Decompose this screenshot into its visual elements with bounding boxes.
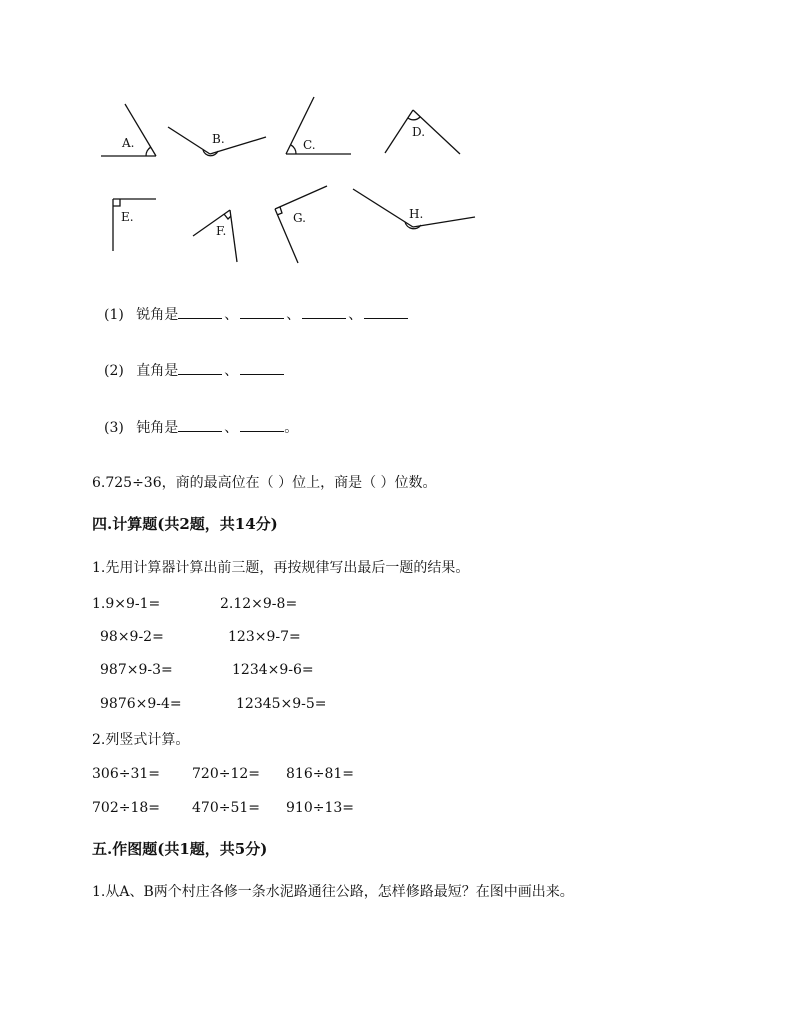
question-text: 钝角是 [136,420,179,436]
question-obtuse [104,417,298,437]
label-e: E. [121,210,134,224]
answer-blank[interactable] [240,417,284,432]
answer-blank[interactable] [178,417,222,432]
calc-right-3: 1234×9-6= [232,662,314,678]
label-d: D. [412,125,426,139]
calc-right-2: 123×9-7= [228,629,301,645]
question-right [104,360,284,380]
section-4-p2-intro: 2.列竖式计算。 [92,732,190,748]
calc-left-3: 987×9-3= [100,662,173,678]
question-acute [104,304,408,324]
section-4-title: 四.计算题(共2题，共14分) [92,515,278,533]
division-1-3: 816÷81= [286,766,354,782]
question-number: (2) [104,363,124,379]
calc-right-4: 12345×9-5= [236,696,327,712]
label-f: F. [216,224,227,238]
angle-c [286,97,351,154]
angle-f [193,210,237,262]
label-g: G. [293,211,306,225]
section-5-title: 五.作图题(共1题，共5分) [92,840,268,858]
section-5-p1: 1.从A、B两个村庄各修一条水泥路通往公路，怎样修路最短？在图中画出来。 [92,884,574,900]
calc-left-4: 9876×9-4= [100,696,182,712]
answer-blank[interactable] [240,360,284,375]
separator: 、 [224,420,239,436]
division-1-1: 306÷31= [92,766,160,782]
question-6: 6.725÷36，商的最高位在（ ）位上，商是（ ）位数。 [92,475,437,491]
section-4-p1-intro: 1.先用计算器计算出前三题，再按规律写出最后一题的结果。 [92,560,470,576]
division-2-3: 910÷13= [286,800,354,816]
separator: 、 [224,363,239,379]
answer-blank[interactable] [302,304,346,319]
label-h: H. [409,207,424,221]
label-a: A. [122,136,135,150]
separator: 、 [224,307,239,323]
angle-e [113,199,156,251]
question-number: (1) [104,307,124,323]
question-number: (3) [104,420,124,436]
question-text: 锐角是 [136,307,179,323]
separator: 、 [348,307,363,323]
calc-right-1: 2.12×9-8= [220,596,298,612]
division-2-1: 702÷18= [92,800,160,816]
answer-blank[interactable] [364,304,408,319]
answer-blank[interactable] [240,304,284,319]
calc-left-2: 98×9-2= [100,629,164,645]
question-text: 直角是 [136,363,179,379]
division-1-2: 720÷12= [192,766,260,782]
angles-figure [0,0,794,280]
answer-blank[interactable] [178,304,222,319]
label-c: C. [303,138,316,152]
period: 。 [284,420,299,436]
answer-blank[interactable] [178,360,222,375]
separator: 、 [286,307,301,323]
label-b: B. [212,132,225,146]
calc-left-1: 1.9×9-1= [92,596,161,612]
division-2-2: 470÷51= [192,800,260,816]
